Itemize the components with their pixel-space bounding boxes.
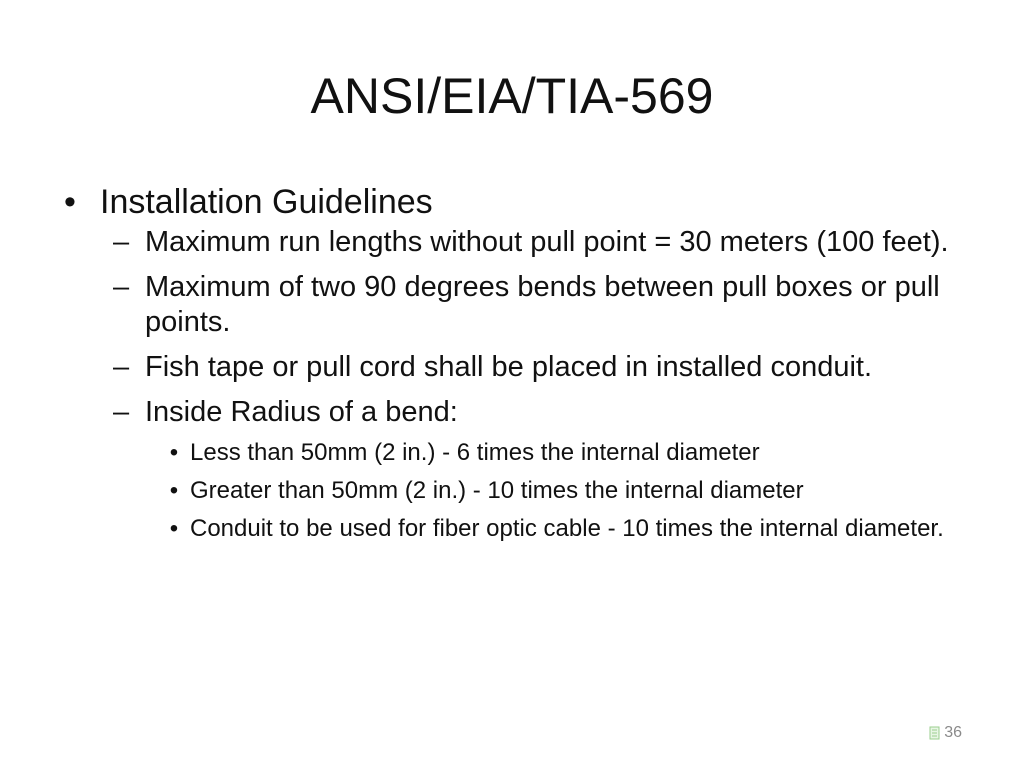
guideline-text: Maximum of two 90 degrees bends between pull boxes or pull points. (145, 271, 940, 338)
installation-guidelines-bullet (58, 181, 958, 223)
slide-title: ANSI/EIA/TIA-569 (310, 68, 714, 124)
bend-limit-guideline (113, 270, 958, 340)
small-bullet-marker: • (169, 515, 179, 542)
slide-number-icon (929, 726, 940, 740)
bullet-marker: • (64, 183, 76, 221)
dash-marker: – (113, 226, 130, 258)
bend-radius-item (157, 476, 958, 506)
bend-radius-text: Conduit to be used for fiber optic cable - 10 times the internal diameter. (190, 515, 944, 542)
dash-marker: – (113, 351, 130, 383)
fish-tape-guideline (113, 350, 958, 385)
bend-radius-list (157, 438, 958, 544)
inside-radius-guideline (113, 395, 958, 430)
guideline-text: Inside Radius of a bend: (145, 396, 458, 428)
slide-content (58, 181, 958, 552)
dash-marker: – (113, 396, 130, 428)
dash-marker: – (113, 271, 130, 303)
guideline-text: Fish tape or pull cord shall be placed in installed conduit. (145, 351, 873, 383)
page-number: 36 (944, 724, 962, 741)
bend-radius-text: Less than 50mm (2 in.) - 6 times the internal diameter (190, 439, 760, 466)
small-bullet-marker: • (169, 477, 179, 504)
small-bullet-marker: • (169, 439, 179, 466)
bend-radius-item (157, 438, 958, 468)
bend-radius-text: Greater than 50mm (2 in.) - 10 times the internal diameter (190, 477, 804, 504)
guideline-list (113, 225, 958, 430)
run-length-guideline (113, 225, 958, 260)
bullet-text: Installation Guidelines (100, 183, 433, 221)
bend-radius-item (157, 514, 958, 544)
guideline-text: Maximum run lengths without pull point = 30 meters (100 feet). (145, 226, 949, 258)
slide-footer (929, 722, 962, 744)
